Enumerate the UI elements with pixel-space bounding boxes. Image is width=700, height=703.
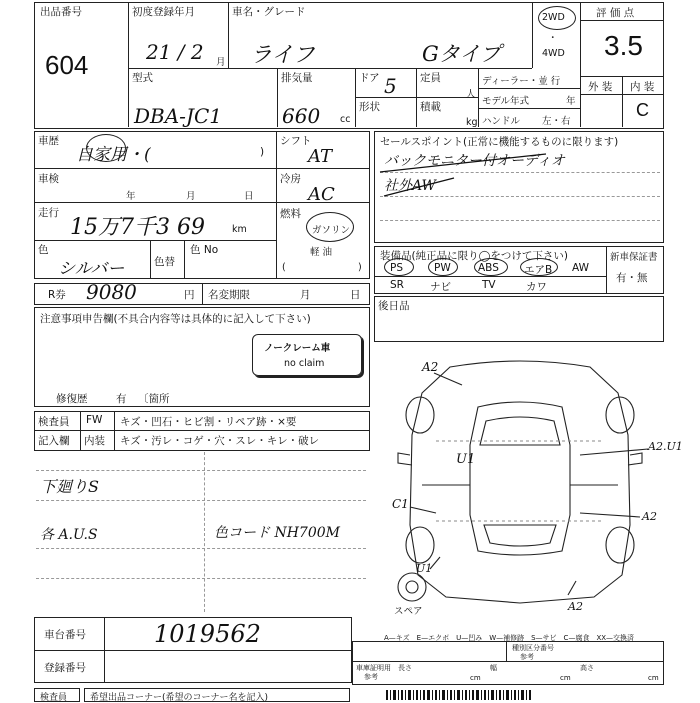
chassis-value: 1019562	[154, 620, 261, 648]
r-value: 9080	[86, 280, 137, 304]
footer-inspector-label: 検査員	[40, 693, 68, 703]
category-label: 種別区分番号	[512, 644, 554, 652]
drive-2wd: 2WD	[542, 12, 565, 23]
inspection-label: 車検	[38, 173, 59, 185]
cc-unit: cc	[340, 114, 351, 125]
inspection-month: 月	[186, 191, 196, 202]
fuel-value: ガソリン	[312, 225, 351, 236]
reg-label: 初度登録年月	[132, 6, 195, 18]
inspection-year: 年	[126, 191, 136, 202]
note-line1: 下廻りS	[40, 477, 99, 496]
equip-ps: PS	[390, 262, 403, 274]
fuel-paren-close: )	[358, 262, 362, 273]
noclaim-title: ノークレーム車	[264, 343, 331, 354]
score-label: 評 価 点	[596, 7, 635, 19]
fuel-alt: 軽 油	[310, 247, 333, 258]
color-change-label: 色替	[154, 256, 175, 268]
equip-pw-circle	[428, 258, 458, 276]
handle-value: 左・右	[542, 116, 571, 127]
footer-note: 希望出品コーナー(希望のコーナー名を記入)	[90, 693, 269, 703]
fuel-paren-open: (	[282, 262, 286, 273]
reg-value: 21 / 2	[146, 40, 204, 64]
divider	[622, 76, 623, 127]
damage-a2-front: A2	[422, 360, 439, 374]
dash-divider	[204, 452, 205, 612]
sales-line1: バックモニター付オーディオ	[384, 153, 565, 169]
length-unit: cm	[470, 674, 481, 682]
length-label: 長さ	[398, 664, 412, 672]
divider	[606, 246, 607, 294]
divider	[580, 20, 664, 21]
divider	[532, 2, 533, 68]
divider	[114, 411, 115, 451]
shift-label: シフト	[280, 135, 312, 147]
dealer-label: ディーラー・並 行	[482, 76, 561, 87]
warranty-value: 有・無	[616, 272, 648, 284]
color-value: シルバー	[58, 259, 125, 279]
divider	[34, 430, 370, 431]
divider	[580, 94, 664, 95]
note-line3: 色コード NH700M	[214, 525, 340, 541]
divider	[202, 283, 203, 305]
divider	[352, 661, 664, 662]
noclaim-sub: no claim	[284, 358, 325, 369]
damage-a2u1-right: A2.U1	[648, 440, 683, 453]
title-change-day: 日	[350, 289, 361, 301]
fuel-label: 燃料	[280, 208, 301, 220]
int-label-row: 内装	[84, 435, 105, 447]
equipment-label: 装備品(純正品に限り◯をつけて下さい)	[380, 250, 568, 262]
divider	[374, 276, 606, 277]
divider	[228, 2, 229, 68]
note-line2: 各 A.U.S	[40, 527, 98, 543]
damage-u1-rear: U1	[416, 562, 433, 575]
height-label: 高さ	[580, 664, 594, 672]
dash-line	[380, 220, 660, 221]
equip-aw: AW	[572, 262, 589, 274]
reg-number-label: 登録番号	[44, 662, 86, 674]
history-value: 自家用・(	[76, 145, 151, 165]
divider	[355, 97, 478, 98]
divider	[478, 108, 580, 109]
model-year-label: モデル年式	[482, 96, 530, 107]
record-label: 記入欄	[38, 435, 70, 447]
r-label: R券	[48, 289, 66, 301]
r-unit: 円	[184, 289, 195, 301]
divider	[104, 617, 105, 683]
car-name: ライフ	[250, 43, 315, 68]
divider	[128, 2, 129, 127]
history-close: )	[260, 146, 265, 158]
inspection-day: 日	[244, 191, 254, 202]
ext-label: 外 装	[588, 81, 613, 93]
int-text: キズ・汚レ・コゲ・穴・スレ・キレ・破レ	[120, 435, 320, 447]
after-frame	[374, 296, 664, 342]
form-label: 形状	[359, 101, 380, 113]
door-value: 5	[384, 74, 397, 98]
equip-abs: ABS	[478, 262, 499, 274]
divider	[276, 131, 277, 279]
divider	[34, 650, 352, 651]
model-year-unit: 年	[566, 96, 576, 107]
reg-cert-label: 車庫証明用	[356, 664, 391, 672]
notes-label: 注意事項申告欄(不具合内容等は具体的に記入して下さい)	[40, 313, 311, 325]
divider	[150, 240, 151, 279]
ac-label: 冷房	[280, 173, 301, 185]
sales-line2: 社外AW	[384, 178, 436, 194]
score-value: 3.5	[604, 30, 643, 61]
km-unit: km	[232, 224, 247, 235]
door-label: ドア	[359, 72, 380, 84]
divider	[128, 68, 532, 69]
cc-value: 660	[282, 104, 321, 128]
drive-dot: ・	[548, 33, 558, 44]
equip-abs-circle	[474, 258, 508, 276]
lot-number: 604	[45, 50, 89, 80]
equip-pw: PW	[434, 262, 451, 274]
mileage-value: 15万7千3 69	[70, 215, 205, 240]
after-label: 後日品	[378, 300, 410, 312]
int-label: 内 装	[630, 81, 655, 93]
spare-label: スペア	[394, 606, 423, 617]
equip-ps-circle	[384, 258, 414, 276]
divider	[506, 641, 507, 661]
color-label: 色	[38, 244, 49, 256]
title-change-label: 名変期限	[208, 289, 250, 301]
equip-leather: カワ	[526, 281, 547, 293]
lot-label: 出品番号	[40, 6, 82, 18]
drive-4wd: 4WD	[542, 48, 565, 59]
history-label: 車歴	[38, 135, 59, 147]
model-value: DBA-JC1	[134, 104, 222, 128]
dash-line	[36, 578, 366, 579]
load-unit: kg	[466, 117, 478, 128]
warranty-label: 新車保証書	[610, 252, 658, 263]
divider	[34, 168, 370, 169]
height-unit: cm	[648, 674, 659, 682]
shift-value: AT	[308, 146, 333, 167]
reg-month-unit: 月	[216, 57, 226, 68]
chassis-label: 車台番号	[44, 629, 86, 641]
sales-strikethrough	[374, 140, 664, 210]
title-change-month: 月	[300, 289, 311, 301]
cc-label: 排気量	[281, 72, 313, 84]
fw-text: キズ・凹石・ヒビ割・リペア跡・×要	[120, 416, 297, 428]
history-circle	[86, 134, 126, 162]
mileage-label: 走行	[38, 207, 59, 219]
divider	[277, 68, 278, 127]
sales-label: セールスポイント(正常に機能するものに限ります)	[380, 136, 619, 148]
divider	[184, 240, 185, 279]
color-code-label: 色 No	[190, 244, 219, 256]
handle-label: ハンドル	[482, 116, 521, 127]
damage-c1: C1	[392, 497, 409, 511]
divider	[478, 68, 479, 127]
category-ref: 参考	[520, 653, 534, 661]
damage-u1-left: U1	[456, 452, 476, 467]
repair-value: 有	[116, 393, 127, 405]
equip-tv: TV	[482, 279, 496, 291]
dash-line	[36, 500, 366, 501]
fw-label: FW	[86, 414, 103, 426]
divider	[478, 88, 580, 89]
ac-value: AC	[308, 184, 335, 205]
reg-cert-ref: 参考	[364, 673, 378, 681]
car-grade: Gタイプ	[422, 42, 501, 66]
model-label: 型式	[132, 72, 153, 84]
divider	[80, 411, 81, 451]
cap-label: 定員	[420, 72, 441, 84]
equip-airbag: エアB	[524, 264, 553, 276]
width-unit: cm	[560, 674, 571, 682]
int-value: C	[636, 100, 649, 120]
repair-label: 修復歴	[56, 393, 88, 405]
damage-a2-right: A2	[642, 510, 657, 523]
damage-a2-rear: A2	[568, 600, 583, 613]
damage-legend: A—キズ E—エクボ U—凹み W—補修跡 S—サビ C—腐食 XX—交換済	[384, 634, 635, 642]
inspector-label: 検査員	[38, 416, 70, 428]
load-label: 積載	[420, 101, 441, 113]
width-label: 幅	[490, 664, 497, 672]
name-label: 車名・グレード	[232, 6, 306, 18]
equip-sr: SR	[390, 279, 404, 291]
equip-navi: ナビ	[430, 281, 451, 293]
dash-line	[36, 470, 366, 471]
barcode	[386, 690, 536, 700]
cap-unit: 人	[466, 89, 476, 100]
equip-airbag-circle	[520, 258, 558, 276]
dash-line	[36, 548, 366, 549]
repair-place: 〔箇所	[138, 393, 170, 405]
